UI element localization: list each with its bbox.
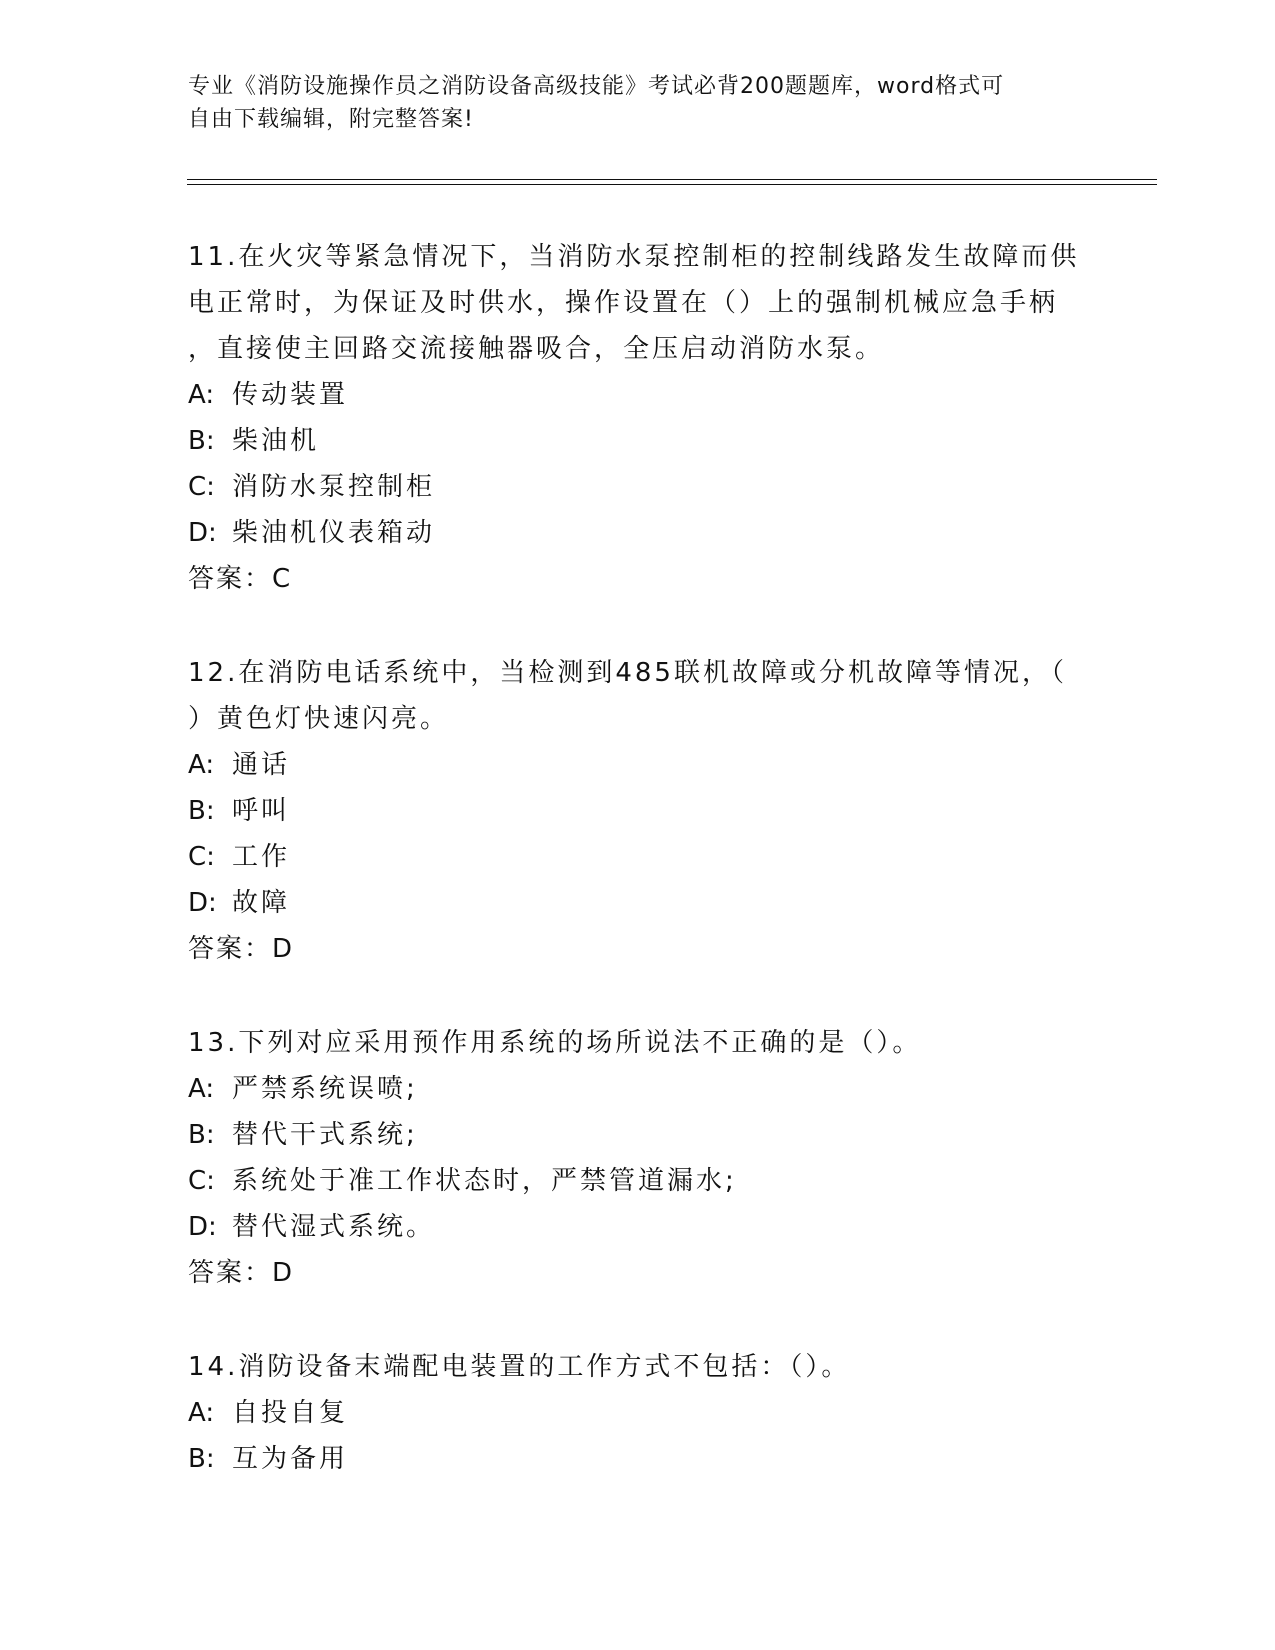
option-letter: C: — [188, 472, 215, 502]
option-c — [188, 1158, 1088, 1204]
option-b — [188, 1112, 1088, 1158]
answer-label: 答案： — [188, 1258, 273, 1288]
header-title-line-2: 自由下载编辑，附完整答案! — [188, 107, 474, 132]
question-12 — [188, 650, 1088, 972]
option-letter: D: — [188, 1212, 217, 1242]
option-letter: C: — [188, 842, 215, 872]
answer-line — [188, 926, 1088, 972]
option-text: 互为备用 — [232, 1444, 349, 1474]
question-stem-line: ）黄色灯快速闪亮。 — [188, 704, 450, 734]
option-c — [188, 464, 1088, 510]
header-divider-top — [187, 179, 1157, 180]
header-divider-bottom — [187, 184, 1157, 185]
header-title-line-1: 专业《消防设施操作员之消防设备高级技能》考试必背200题题库，word格式可 — [188, 74, 1005, 99]
question-stem-line: 14.消防设备末端配电装置的工作方式不包括：（）。 — [188, 1352, 851, 1382]
option-a — [188, 742, 1088, 788]
question-stem-line: 12.在消防电话系统中，当检测到485联机故障或分机故障等情况，（ — [188, 658, 1067, 688]
option-text: 消防水泵控制柜 — [232, 472, 436, 502]
option-letter: D: — [188, 518, 217, 548]
option-letter: B: — [188, 1444, 215, 1474]
option-letter: B: — [188, 796, 215, 826]
option-letter: A: — [188, 380, 215, 410]
option-text: 柴油机 — [232, 426, 320, 456]
answer-label: 答案： — [188, 934, 273, 964]
option-letter: D: — [188, 888, 217, 918]
option-text: 柴油机仪表箱动 — [232, 518, 436, 548]
question-11 — [188, 234, 1088, 602]
question-14 — [188, 1344, 1088, 1482]
question-stem-line: 11.在火灾等紧急情况下，当消防水泵控制柜的控制线路发生故障而供 — [188, 242, 1080, 272]
option-text: 替代湿式系统。 — [232, 1212, 436, 1242]
option-b — [188, 418, 1088, 464]
answer-value: D — [272, 934, 293, 964]
option-text: 工作 — [232, 842, 291, 872]
option-text: 严禁系统误喷; — [232, 1074, 418, 1104]
answer-label: 答案： — [188, 564, 273, 594]
document-header — [188, 70, 1088, 136]
option-text: 传动装置 — [232, 380, 349, 410]
question-stem-line: 13.下列对应采用预作用系统的场所说法不正确的是（）。 — [188, 1028, 922, 1058]
option-letter: B: — [188, 426, 215, 456]
option-text: 呼叫 — [232, 796, 291, 826]
option-text: 自投自复 — [232, 1398, 349, 1428]
option-letter: A: — [188, 1398, 215, 1428]
answer-value: C — [272, 564, 291, 594]
answer-line — [188, 556, 1088, 602]
option-letter: A: — [188, 750, 215, 780]
option-letter: B: — [188, 1120, 215, 1150]
option-text: 系统处于准工作状态时，严禁管道漏水; — [232, 1166, 737, 1196]
option-d — [188, 1204, 1088, 1250]
question-stem-line: 电正常时，为保证及时供水，操作设置在（）上的强制机械应急手柄 — [188, 288, 1059, 318]
answer-line — [188, 1250, 1088, 1296]
answer-value: D — [272, 1258, 293, 1288]
option-letter: C: — [188, 1166, 215, 1196]
option-text: 通话 — [232, 750, 291, 780]
question-stem-line: ，直接使主回路交流接触器吸合，全压启动消防水泵。 — [188, 334, 885, 364]
option-d — [188, 510, 1088, 556]
option-text: 故障 — [232, 888, 291, 918]
option-a — [188, 1066, 1088, 1112]
option-c — [188, 834, 1088, 880]
option-b — [188, 1436, 1088, 1482]
question-list — [188, 234, 1088, 1530]
option-a — [188, 1390, 1088, 1436]
question-13 — [188, 1020, 1088, 1296]
option-d — [188, 880, 1088, 926]
option-b — [188, 788, 1088, 834]
option-a — [188, 372, 1088, 418]
option-text: 替代干式系统; — [232, 1120, 418, 1150]
option-letter: A: — [188, 1074, 215, 1104]
